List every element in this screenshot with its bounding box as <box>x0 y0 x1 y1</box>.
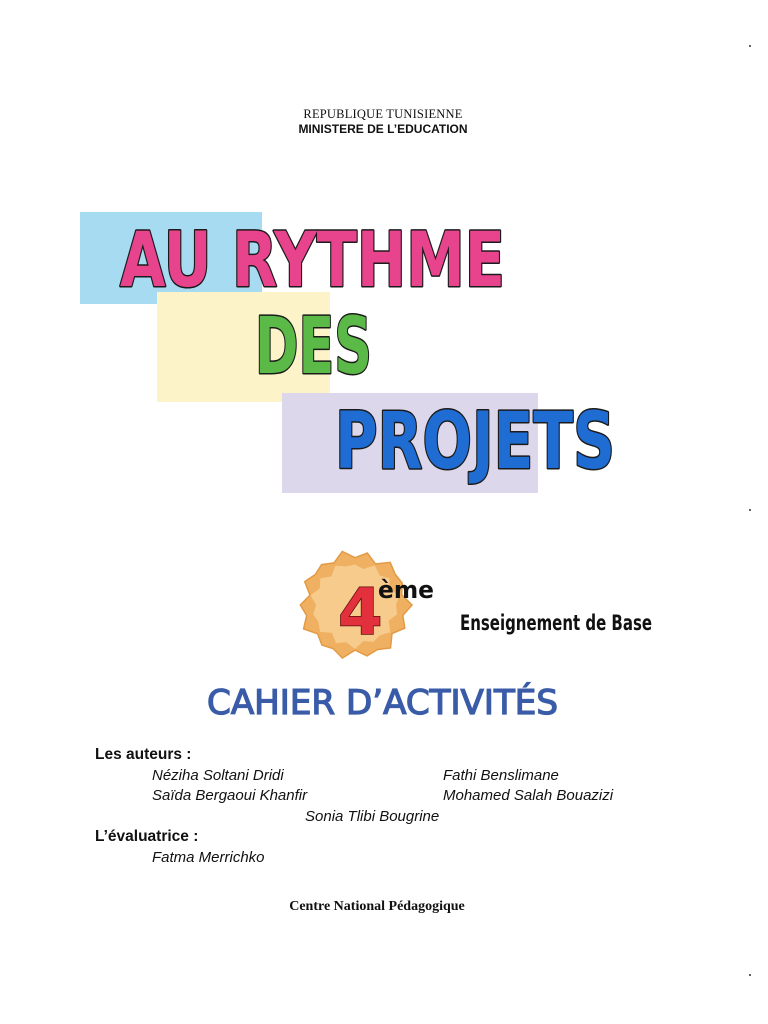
publisher: Centre National Pédagogique <box>289 899 465 914</box>
subtitle: CAHIER D’ACTIVITÉS <box>207 683 557 723</box>
authors-label: Les auteurs : <box>95 746 192 763</box>
author-name: Néziha Soltani Dridi <box>152 767 284 784</box>
grade-level: Enseignement de Base <box>460 611 652 635</box>
margin-mark <box>749 45 751 47</box>
title-line-3: PROJETS <box>335 397 615 487</box>
grade-number: 4 <box>338 576 383 650</box>
grade-badge <box>300 551 434 658</box>
margin-mark <box>749 974 751 976</box>
header-ministry: MINISTERE DE L’EDUCATION <box>298 122 468 136</box>
author-name: Mohamed Salah Bouazizi <box>443 787 614 804</box>
evaluator-name: Fatma Merrichko <box>152 849 265 866</box>
author-name: Saïda Bergaoui Khanfir <box>152 787 308 804</box>
evaluator-label: L’évaluatrice : <box>95 828 199 845</box>
grade-suffix: ème <box>378 576 434 604</box>
title-line-1: AU RYTHME <box>120 215 505 304</box>
author-name: Fathi Benslimane <box>443 767 559 784</box>
author-name: Sonia Tlibi Bougrine <box>305 808 440 825</box>
margin-mark <box>749 509 751 511</box>
title-line-2: DES <box>255 302 372 392</box>
header-country: REPUBLIQUE TUNISIENNE <box>303 107 463 121</box>
